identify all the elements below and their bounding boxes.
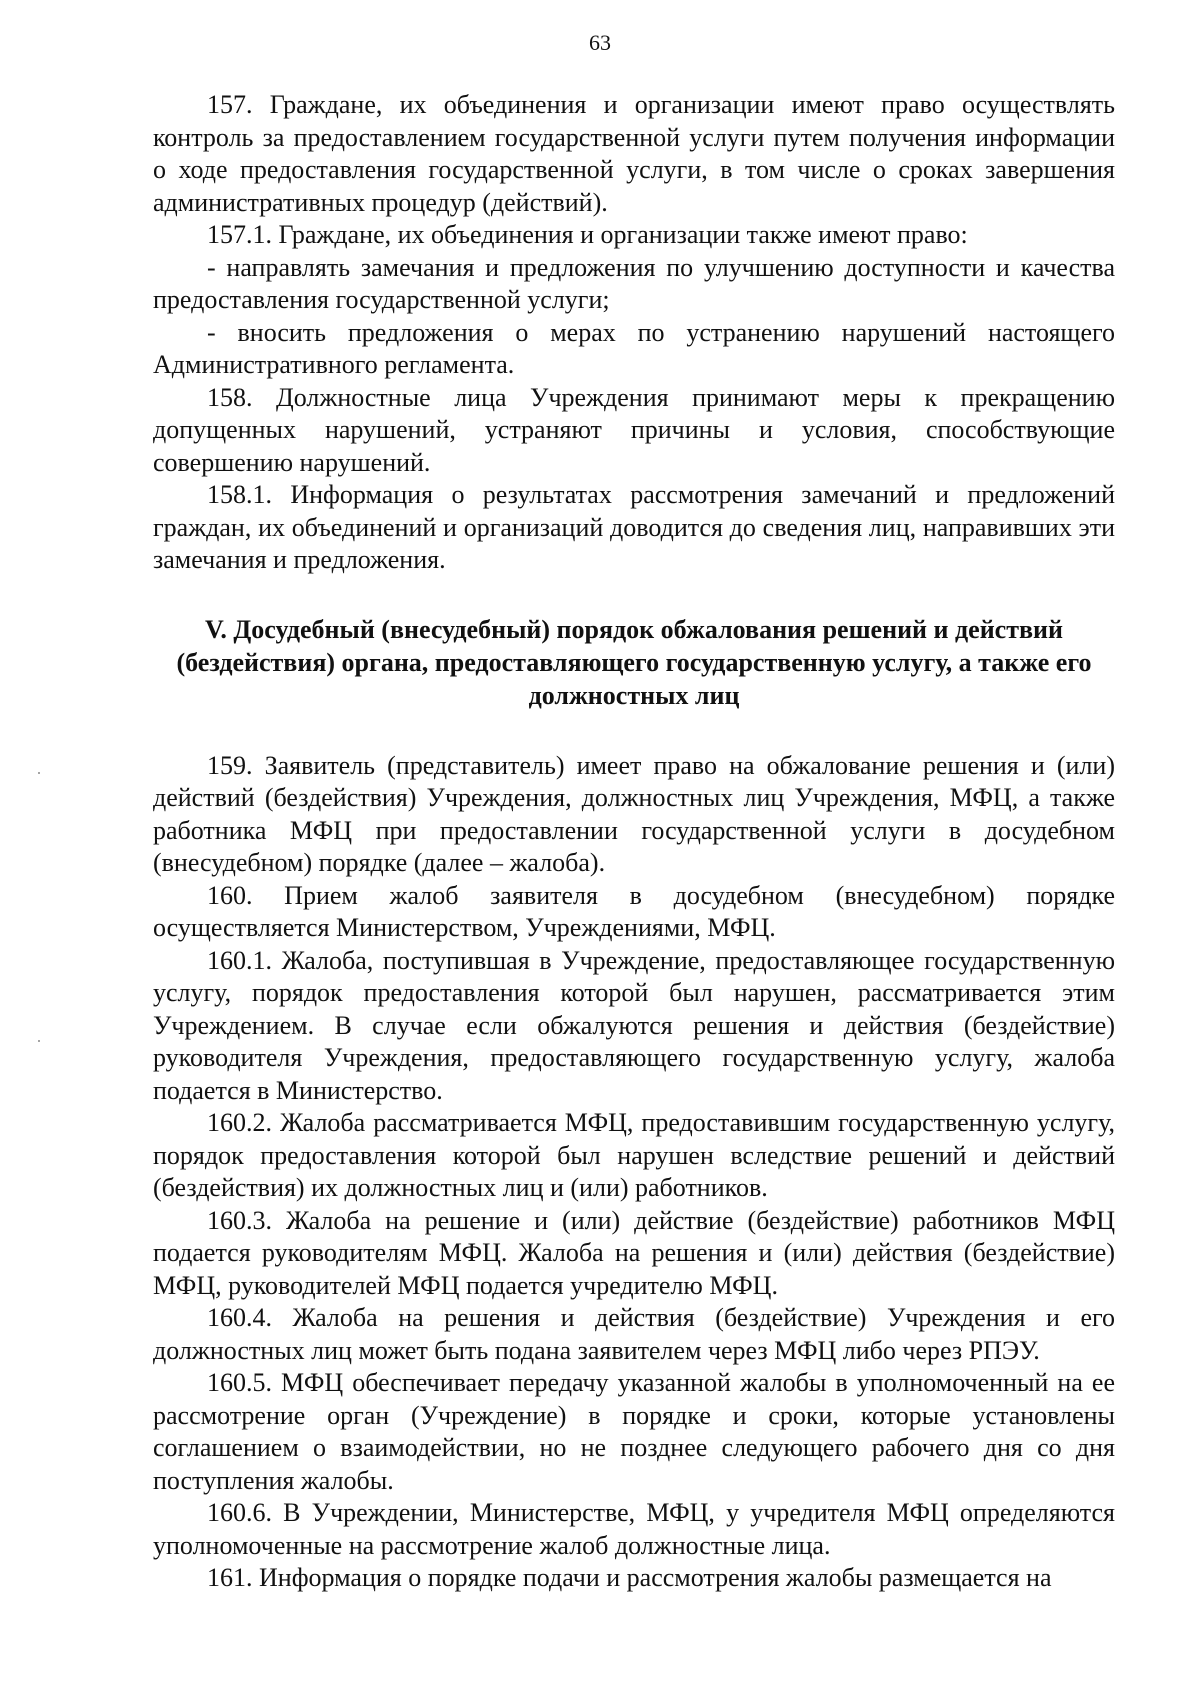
paragraph-158: 158. Должностные лица Учреждения принимают меры к прекращению допущенных нарушений, устраняют причины и условия, способствующие совершению нарушений.	[153, 382, 1115, 477]
paragraph-157: 157. Граждане, их объединения и организации имеют право осуществлять контроль за предоставлением государственной услуги путем получения информации о ходе предоставления государственной услуги, в том числе о сроках завершения административных процедур (действий).	[153, 90, 1115, 217]
list-item-proposals: - вносить предложения о мерах по устранению нарушений настоящего Административного регламента.	[153, 317, 1115, 379]
paragraph-160-3: 160.3. Жалоба на решение и (или) действие (бездействие) работников МФЦ подается руководителям МФЦ. Жалоба на решения и (или) действия (бездействие) МФЦ, руководителей МФЦ подается учредителю МФЦ.	[153, 1205, 1115, 1300]
page-number: 63	[589, 30, 611, 55]
document-body	[153, 89, 1115, 1595]
paragraph-160-4: 160.4. Жалоба на решения и действия (бездействие) Учреждения и его должностных лиц может быть подана заявителем через МФЦ либо через РПЭУ.	[153, 1303, 1115, 1365]
paragraph-160-2: 160.2. Жалоба рассматривается МФЦ, предоставившим государственную услугу, порядок предоставления которой был нарушен вследствие решений и действий (бездействия) их должностных лиц и (или) работников.	[153, 1108, 1115, 1202]
scan-speck	[38, 1040, 40, 1042]
paragraph-157-1: 157.1. Граждане, их объединения и организации также имеют право:	[207, 220, 968, 249]
paragraph-160: 160. Прием жалоб заявителя в досудебном (внесудебном) порядке осуществляется Министерством, Учреждениями, МФЦ.	[153, 880, 1115, 942]
section-heading: V. Досудебный (внесудебный) порядок обжалования решений и действий (бездействия) органа, предоставляющего государственную услугу, а также его должностных лиц	[176, 614, 1092, 710]
paragraph-161: 161. Информация о порядке подачи и рассмотрения жалобы размещается на	[207, 1563, 1052, 1592]
paragraph-158-1: 158.1. Информация о результатах рассмотрения замечаний и предложений граждан, их объединений и организаций доводится до сведения лиц, направивших эти замечания и предложения.	[153, 480, 1115, 574]
paragraph-159: 159. Заявитель (представитель) имеет право на обжалование решения и (или) действий (бездействия) Учреждения, должностных лиц Учреждения, МФЦ, а также работника МФЦ при предоставлении государственной услуги в досудебном (внесудебном) порядке (далее – жалоба).	[153, 750, 1115, 877]
paragraph-160-6: 160.6. В Учреждении, Министерстве, МФЦ, у учредителя МФЦ определяются уполномоченные на рассмотрение жалоб должностные лица.	[153, 1498, 1115, 1560]
scan-speck	[38, 772, 40, 774]
paragraph-160-1: 160.1. Жалоба, поступившая в Учреждение, предоставляющее государственную услугу, порядок предоставления которой был нарушен, рассматривается этим Учреждением. В случае если обжалуются решения и действия (бездействие) руководителя Учреждения, предоставляющего государственную услугу, жалоба подается в Министерство.	[153, 945, 1115, 1105]
paragraph-160-5: 160.5. МФЦ обеспечивает передачу указанной жалобы в уполномоченный на ее рассмотрение орган (Учреждение) в порядке и сроки, которые установлены соглашением о взаимодействии, но не позднее следующего рабочего дня со дня поступления жалобы.	[153, 1368, 1115, 1495]
list-item-remarks: - направлять замечания и предложения по улучшению доступности и качества предоставления государственной услуги;	[153, 252, 1115, 314]
